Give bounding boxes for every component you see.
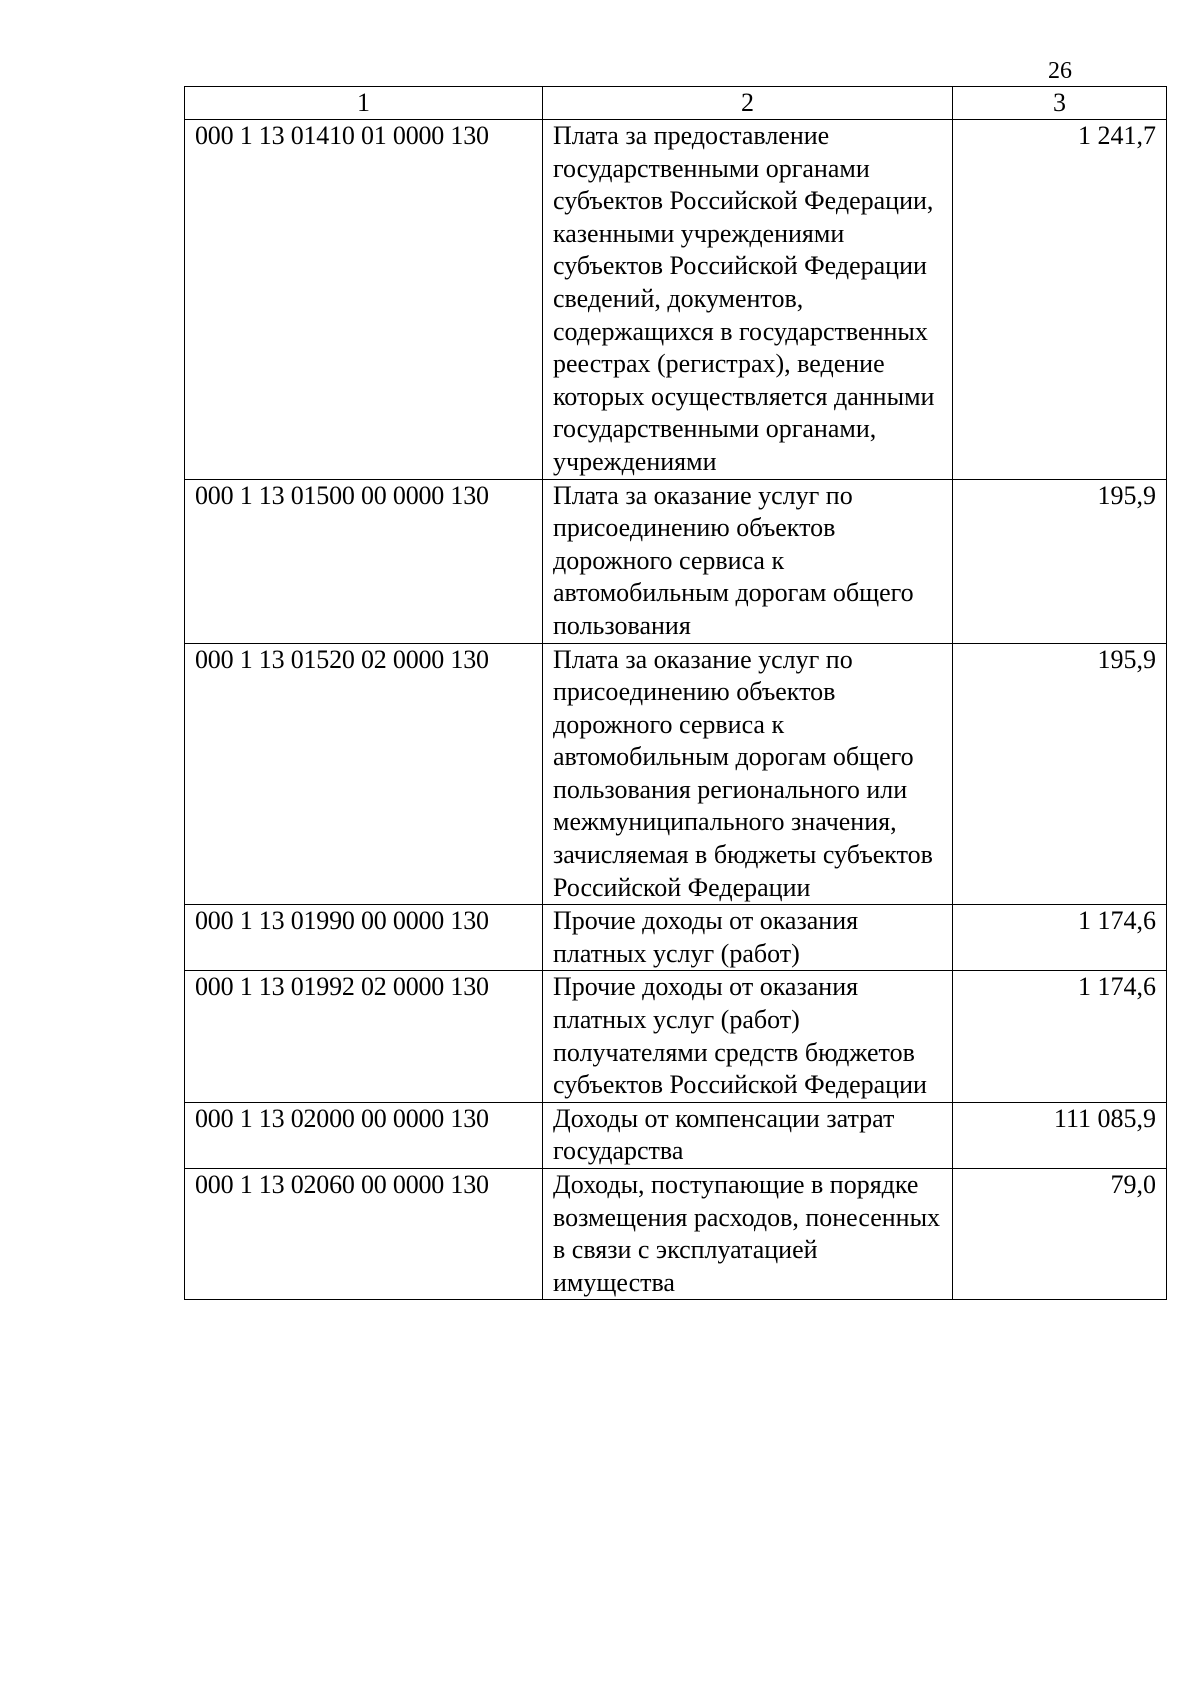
revenue-code: 000 1 13 01520 02 0000 130 [185, 643, 543, 905]
table-row [185, 643, 1167, 905]
revenue-name: Доходы от компенсации затрат государства [543, 1102, 953, 1168]
revenue-amount: 195,9 [953, 479, 1167, 643]
column-header-amount: 3 [953, 87, 1167, 120]
revenue-code: 000 1 13 01500 00 0000 130 [185, 479, 543, 643]
revenue-code: 000 1 13 01410 01 0000 130 [185, 120, 543, 480]
revenue-name: Доходы, поступающие в порядке возмещения расходов, понесенных в связи с эксплуатацией имущества [543, 1169, 953, 1300]
table-row [185, 479, 1167, 643]
revenue-code: 000 1 13 01992 02 0000 130 [185, 971, 543, 1102]
revenue-code: 000 1 13 02060 00 0000 130 [185, 1169, 543, 1300]
table-row [185, 1169, 1167, 1300]
table-row [185, 120, 1167, 480]
revenue-name: Плата за оказание услуг по присоединению объектов дорожного сервиса к автомобильным дорогам общего пользования [543, 479, 953, 643]
column-header-name: 2 [543, 87, 953, 120]
revenue-amount: 111 085,9 [953, 1102, 1167, 1168]
revenue-amount: 1 174,6 [953, 971, 1167, 1102]
revenue-code: 000 1 13 02000 00 0000 130 [185, 1102, 543, 1168]
column-header-code: 1 [185, 87, 543, 120]
revenue-amount: 1 241,7 [953, 120, 1167, 480]
revenue-name: Прочие доходы от оказания платных услуг (работ) [543, 905, 953, 971]
page-number: 26 [1048, 58, 1072, 84]
revenue-amount: 195,9 [953, 643, 1167, 905]
revenue-name: Прочие доходы от оказания платных услуг (работ) получателями средств бюджетов субъектов Российской Федерации [543, 971, 953, 1102]
revenue-amount: 79,0 [953, 1169, 1167, 1300]
revenue-amount: 1 174,6 [953, 905, 1167, 971]
table-row [185, 905, 1167, 971]
budget-revenue-table [184, 86, 1167, 1300]
table-header-row [185, 87, 1167, 120]
revenue-code: 000 1 13 01990 00 0000 130 [185, 905, 543, 971]
revenue-name: Плата за предоставление государственными органами субъектов Российской Федерации, казенными учреждениями субъектов Российской Федерации сведений, документов, содержащихся в государственных реестрах (регистрах), ведение которых осуществляется данными государственными органами, учреждениями [543, 120, 953, 480]
revenue-name: Плата за оказание услуг по присоединению объектов дорожного сервиса к автомобильным дорогам общего пользования регионального или межмуниципального значения, зачисляемая в бюджеты субъектов Российской Федерации [543, 643, 953, 905]
table-row [185, 1102, 1167, 1168]
table-row [185, 971, 1167, 1102]
